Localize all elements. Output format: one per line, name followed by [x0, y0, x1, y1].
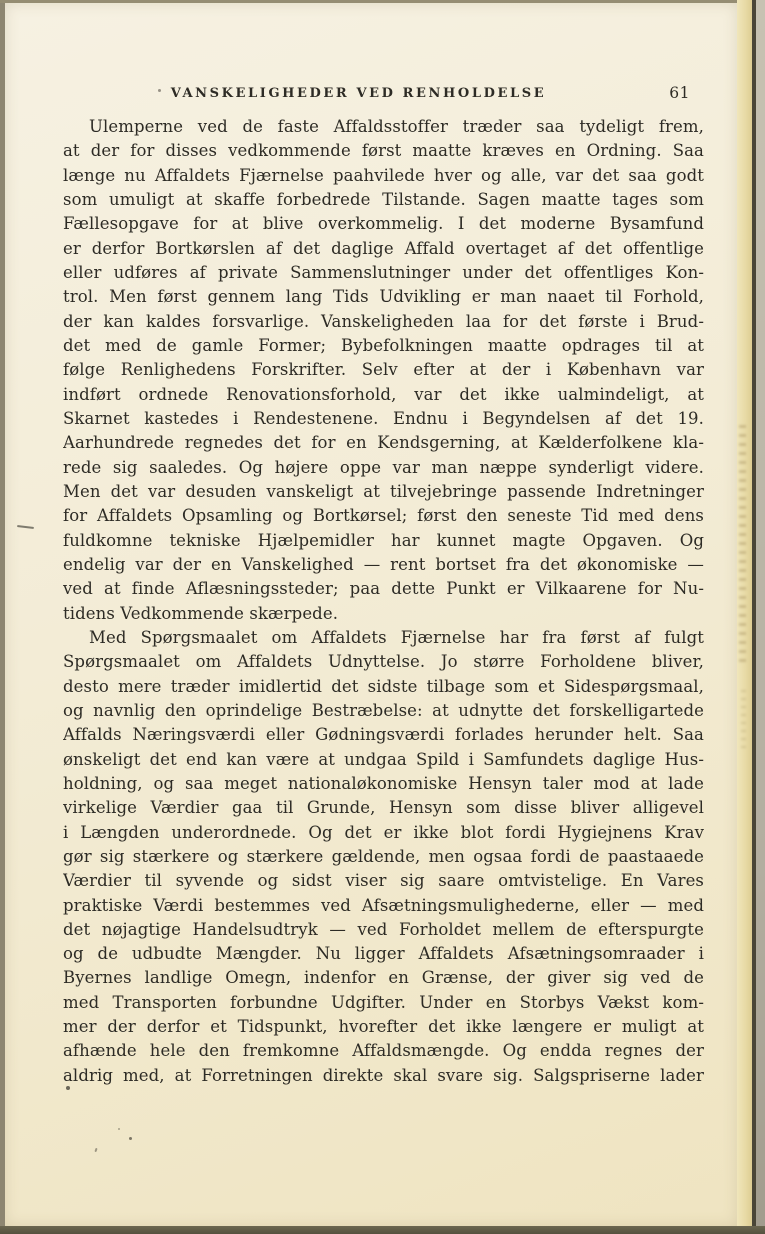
running-header-title: VANSKELIGHEDER VED RENHOLDELSE: [170, 86, 547, 101]
page-body: [63, 115, 704, 1088]
text-line: rede sig saaledes. Og højere oppe var man næppe synderligt videre.: [63, 457, 704, 477]
text-line: tidens Vedkommende skærpede.: [63, 603, 339, 623]
text-line: og de udbudte Mængder. Nu ligger Affaldets Afsætningsomraader i: [63, 944, 704, 964]
ink-speck: [118, 1128, 120, 1130]
page-number: 61: [669, 84, 690, 102]
text-line: Ulemperne ved de faste Affaldsstoffer træder saa tydeligt frem,: [89, 117, 704, 136]
text-line: for Affaldets Opsamling og Bortkørsel; først den seneste Tid med dens: [63, 506, 704, 526]
text-line: at der for disses vedkommende først maatte kræves en Ordning. Saa: [63, 141, 704, 161]
text-line: Aarhundrede regnedes det for en Kendsgerning, at Kælderfolkene kla-: [63, 433, 704, 453]
text-line: Med Spørgsmaalet om Affaldets Fjærnelse har fra først af fulgt: [89, 627, 704, 647]
adjacent-page-edge: [756, 0, 765, 1234]
text-line: og navnlig den oprindelige Bestræbelse: at udnytte det forskelligartede: [63, 700, 704, 720]
text-line: som umuligt at skaffe forbedrede Tilstande. Sagen maatte tages som: [63, 189, 704, 209]
text-line: Affalds Næringsværdi eller Gødningsværdi forlades herunder helt. Saa: [63, 725, 704, 745]
text-line: længe nu Affaldets Fjærnelse paahvilede hver og alle, var det saa godt: [63, 165, 704, 185]
text-line: det nøjagtige Handelsudtryk — ved Forholdet mellem de efterspurgte: [63, 919, 704, 939]
text-line: der kan kaldes forsvarlige. Vanskeligheden laa for det første i Brud-: [63, 311, 704, 331]
text-line: er derfor Bortkørslen af det daglige Affald overtaget af det offentlige: [63, 238, 704, 258]
text-line: mer der derfor et Tidspunkt, hvorefter det ikke længere er muligt at: [63, 1017, 704, 1037]
text-line: trol. Men først gennem lang Tids Udvikling er man naaet til Forhold,: [63, 287, 704, 307]
text-line: i Længden underordnede. Og det er ikke blot fordi Hygiejnens Krav: [63, 822, 704, 842]
text-line: praktiske Værdi bestemmes ved Afsætningsmulighederne, eller — med: [63, 895, 704, 915]
text-line: fuldkomne tekniske Hjælpemidler har kunnet magte Opgaven. Og: [63, 530, 704, 550]
text-line: holdning, og saa meget nationaløkonomiske Hensyn taler mod at lade: [63, 773, 704, 793]
text-line: Værdier til syvende og sidst viser sig saare omtvistelige. En Vares: [63, 871, 704, 891]
text-line: ønskeligt det end kan være at undgaa Spild i Samfundets daglige Hus-: [63, 749, 704, 769]
book-page: [5, 3, 737, 1226]
text-line: indført ordnede Renovationsforhold, var det ikke ualmindeligt, at: [63, 384, 704, 404]
text-line: Men det var desuden vanskeligt at tilvejebringe passende Indretninger: [63, 481, 704, 501]
text-line: med Transporten forbundne Udgifter. Under en Storbys Vækst kom-: [63, 992, 704, 1012]
paragraph: [63, 115, 704, 626]
text-line: eller udføres af private Sammenslutninger under det offentliges Kon-: [63, 262, 704, 282]
text-line: Byernes landlige Omegn, indenfor en Grænse, der giver sig ved de: [63, 968, 704, 988]
text-line: Spørgsmaalet om Affaldets Udnyttelse. Jo større Forholdene bliver,: [63, 652, 704, 672]
page-bottom-edge: [0, 1226, 765, 1234]
text-line: Fællesopgave for at blive overkommelig. I det moderne Bysamfund: [63, 214, 704, 234]
fore-edge-smudge: [739, 425, 746, 665]
text-line: ved at finde Aflæsningssteder; paa dette Punkt er Vilkaarene for Nu-: [63, 579, 704, 599]
text-line: aldrig med, at Forretningen direkte skal svare sig. Salgspriserne lader: [63, 1065, 704, 1085]
ink-speck: [129, 1137, 132, 1140]
text-line: desto mere træder imidlertid det sidste tilbage som et Sidespørgsmaal,: [63, 676, 704, 696]
ink-speck: [66, 1086, 70, 1090]
text-line: Skarnet kastedes i Rendestenene. Endnu i Begyndelsen af det 19.: [63, 408, 704, 428]
text-line: gør sig stærkere og stærkere gældende, men ogsaa fordi de paastaaede: [63, 846, 704, 866]
text-line: afhænde hele den fremkomne Affaldsmængde. Og endda regnes der: [63, 1041, 704, 1061]
ink-speck: [158, 89, 161, 92]
paragraph: [63, 626, 704, 1088]
text-line: endelig var der en Vanskelighed — rent bortset fra det økonomiske —: [63, 554, 704, 574]
text-line: virkelige Værdier gaa til Grunde, Hensyn som disse bliver alligevel: [63, 798, 704, 818]
text-line: det med de gamle Former; Bybefolkningen maatte opdrages til at: [63, 335, 704, 355]
fore-edge-smudge: [741, 690, 746, 750]
ink-speck: [94, 1148, 97, 1152]
text-line: følge Renlighedens Forskrifter. Selv efter at der i København var: [63, 360, 704, 380]
